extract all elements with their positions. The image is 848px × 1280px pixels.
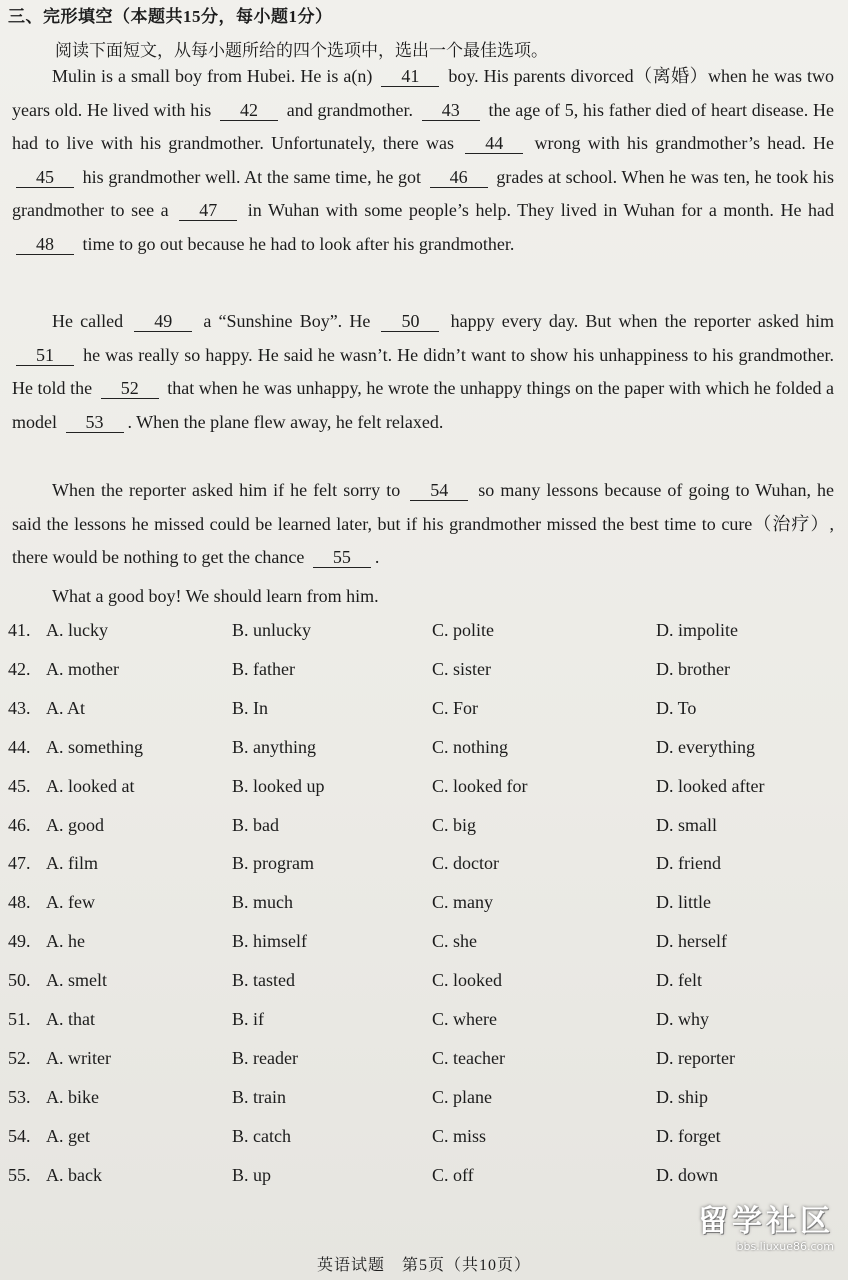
option-c[interactable]: C. off — [432, 1164, 474, 1185]
option-a[interactable]: A. lucky — [46, 620, 108, 640]
passage-text: so many lessons because of going to Wuhan, he said the lessons he missed could be learned later, but if his grandmother missed the best time to cure（治疗）, there would be nothing to get the chance — [12, 480, 834, 567]
option-b[interactable]: B. In — [232, 697, 268, 718]
option-a[interactable]: A. good — [46, 814, 104, 835]
option-b[interactable]: B. bad — [232, 814, 279, 835]
option-d[interactable]: D. everything — [656, 736, 755, 757]
option-b[interactable]: B. himself — [232, 931, 307, 952]
question-row — [8, 815, 838, 841]
question-number: 50. — [8, 970, 31, 991]
option-a[interactable]: A. few — [46, 892, 95, 913]
question-row — [8, 620, 838, 646]
answer-blank[interactable]: 41 — [381, 66, 439, 87]
option-a[interactable]: A. film — [46, 853, 98, 874]
answer-blank[interactable]: 54 — [410, 480, 468, 501]
option-a[interactable]: A. writer — [46, 1047, 111, 1068]
question-row — [8, 970, 838, 996]
answer-blank[interactable]: 46 — [430, 167, 488, 188]
answer-blank[interactable]: 44 — [465, 133, 523, 154]
option-a[interactable]: A. get — [46, 1125, 90, 1146]
answer-blank[interactable]: 45 — [16, 167, 74, 188]
passage-paragraph-3 — [12, 474, 834, 575]
option-a[interactable]: A. that — [46, 1009, 95, 1029]
passage-paragraph-1 — [12, 60, 834, 261]
answer-blank[interactable]: 47 — [179, 200, 237, 221]
question-row — [8, 698, 838, 724]
option-c[interactable]: C. big — [432, 814, 477, 835]
option-c[interactable]: C. she — [432, 931, 477, 952]
question-number: 51. — [8, 1009, 31, 1029]
passage-text: that when he was unhappy, he wrote the unhappy things on the paper with which he folded a model — [12, 378, 834, 432]
option-d[interactable]: D. why — [656, 1009, 709, 1029]
question-row — [8, 737, 838, 763]
option-b[interactable]: B. tasted — [232, 970, 295, 991]
answer-blank[interactable]: 48 — [16, 234, 74, 255]
option-a[interactable]: A. back — [46, 1164, 102, 1185]
option-d[interactable]: D. felt — [656, 970, 702, 991]
option-c[interactable]: C. doctor — [432, 853, 499, 874]
question-row — [8, 776, 838, 802]
option-d[interactable]: D. small — [656, 814, 717, 835]
question-number: 53. — [8, 1086, 31, 1107]
option-d[interactable]: D. brother — [656, 658, 730, 679]
question-row — [8, 659, 838, 685]
option-a[interactable]: A. he — [46, 931, 85, 952]
question-number: 52. — [8, 1047, 31, 1068]
question-number: 47. — [8, 853, 31, 874]
question-row — [8, 853, 838, 879]
question-row — [8, 1126, 838, 1152]
option-d[interactable]: D. ship — [656, 1086, 709, 1107]
question-number: 46. — [8, 814, 31, 835]
answer-blank[interactable]: 49 — [134, 311, 192, 332]
question-number: 55. — [8, 1164, 31, 1185]
question-row — [8, 1087, 838, 1113]
option-b[interactable]: B. much — [232, 892, 293, 913]
question-row — [8, 892, 838, 918]
passage-text: He called — [52, 311, 131, 331]
option-d[interactable]: D. down — [656, 1164, 718, 1185]
closing-sentence: What a good boy! We should learn from him. — [52, 586, 379, 606]
question-number: 49. — [8, 931, 31, 952]
option-a[interactable]: A. looked at — [46, 775, 135, 796]
answer-blank[interactable]: 53 — [66, 412, 124, 433]
option-b[interactable]: B. program — [232, 853, 314, 874]
passage-text: . — [374, 547, 380, 567]
section-title: 三、完形填空（本题共15分，每小题1分） — [8, 7, 333, 26]
option-b[interactable]: B. if — [232, 1009, 265, 1029]
option-d[interactable]: D. friend — [656, 853, 721, 874]
option-d[interactable]: D. looked after — [656, 775, 765, 796]
option-d[interactable]: D. To — [656, 697, 697, 718]
passage-text: . When the plane flew away, he felt relaxed. — [127, 411, 444, 432]
passage-text: and grandmother. — [282, 99, 418, 120]
question-number: 44. — [8, 736, 31, 757]
option-a[interactable]: A. bike — [46, 1086, 99, 1107]
watermark-url: bbs.liuxue86.com — [736, 1240, 834, 1253]
option-c[interactable]: C. sister — [432, 658, 492, 679]
answer-blank[interactable]: 42 — [220, 100, 278, 121]
option-c[interactable]: C. many — [432, 892, 493, 913]
question-number: 41. — [8, 620, 31, 640]
option-d[interactable]: D. little — [656, 892, 711, 913]
passage-text: Mulin is a small boy from Hubei. He is a(n) — [52, 66, 378, 86]
passage-text: in Wuhan with some people’s help. They lived in Wuhan for a month. He had — [241, 200, 834, 220]
option-d[interactable]: D. forget — [656, 1125, 721, 1146]
option-a[interactable]: A. smelt — [46, 970, 107, 991]
question-row — [8, 931, 838, 957]
passage-text: wrong with his grandmother’s head. He — [527, 133, 835, 153]
option-c[interactable]: C. where — [432, 1009, 497, 1029]
passage-paragraph-4 — [12, 580, 834, 614]
instruction-text: 阅读下面短文，从每小题所给的四个选项中，选出一个最佳选项。 — [55, 41, 548, 60]
passage-text: When the reporter asked him if he felt sorry to — [52, 480, 407, 500]
answer-blank[interactable]: 51 — [16, 345, 74, 366]
option-a[interactable]: A. At — [46, 697, 86, 718]
option-a[interactable]: A. something — [46, 736, 143, 757]
question-number: 54. — [8, 1125, 31, 1146]
question-number: 43. — [8, 697, 31, 718]
option-c[interactable]: C. teacher — [432, 1047, 505, 1068]
passage-text: he was really so happy. He said he wasn’t. He didn’t want to show his unhappiness to his grandmother. He told the — [12, 344, 834, 398]
option-d[interactable]: D. herself — [656, 931, 727, 952]
answer-blank[interactable]: 50 — [381, 311, 439, 332]
option-b[interactable]: B. father — [232, 658, 295, 679]
passage-text: boy. His parents divorced（离婚）when he was two years old. He lived with his — [12, 66, 834, 120]
question-row — [8, 1165, 838, 1191]
passage-text: grades at school. When he was ten, he took his grandmother to see a — [12, 166, 834, 220]
option-d[interactable]: D. impolite — [656, 620, 738, 640]
page-footer: 英语试题 第5页（共10页） — [316, 1257, 531, 1274]
passage-text: a “Sunshine Boy”. He — [196, 311, 378, 331]
answer-blank[interactable]: 43 — [422, 100, 480, 121]
option-c[interactable]: C. polite — [432, 620, 494, 640]
option-c[interactable]: C. miss — [432, 1125, 487, 1146]
option-b[interactable]: B. looked up — [232, 775, 325, 796]
question-number: 45. — [8, 775, 31, 796]
option-a[interactable]: A. mother — [46, 658, 119, 679]
answer-blank[interactable]: 55 — [313, 547, 371, 568]
option-b[interactable]: B. anything — [232, 736, 316, 757]
option-b[interactable]: B. reader — [232, 1047, 298, 1068]
option-b[interactable]: B. catch — [232, 1125, 291, 1146]
passage-text: happy every day. But when the reporter asked him — [443, 311, 835, 331]
question-number: 48. — [8, 892, 31, 913]
question-row — [8, 1009, 838, 1035]
option-c[interactable]: C. For — [432, 697, 479, 718]
option-c[interactable]: C. plane — [432, 1086, 492, 1107]
option-d[interactable]: D. reporter — [656, 1047, 735, 1068]
passage-text: the age of 5, his father died of heart disease. He had to live with his grandmother. Unfortunately, there was — [12, 99, 834, 153]
passage-text: time to go out because he had to look after his grandmother. — [78, 233, 515, 254]
option-b[interactable]: B. unlucky — [232, 620, 311, 640]
passage-paragraph-2 — [12, 305, 834, 439]
answer-blank[interactable]: 52 — [101, 378, 159, 399]
watermark-logo: 留学社区 — [698, 1204, 834, 1239]
option-c[interactable]: C. looked for — [432, 775, 528, 796]
option-b[interactable]: B. up — [232, 1164, 272, 1185]
question-number: 42. — [8, 658, 31, 679]
option-c[interactable]: C. nothing — [432, 736, 509, 757]
option-c[interactable]: C. looked — [432, 970, 502, 991]
watermark — [674, 1196, 834, 1253]
passage-text: his grandmother well. At the same time, he got — [78, 166, 426, 187]
option-b[interactable]: B. train — [232, 1086, 286, 1107]
question-row — [8, 1048, 838, 1074]
